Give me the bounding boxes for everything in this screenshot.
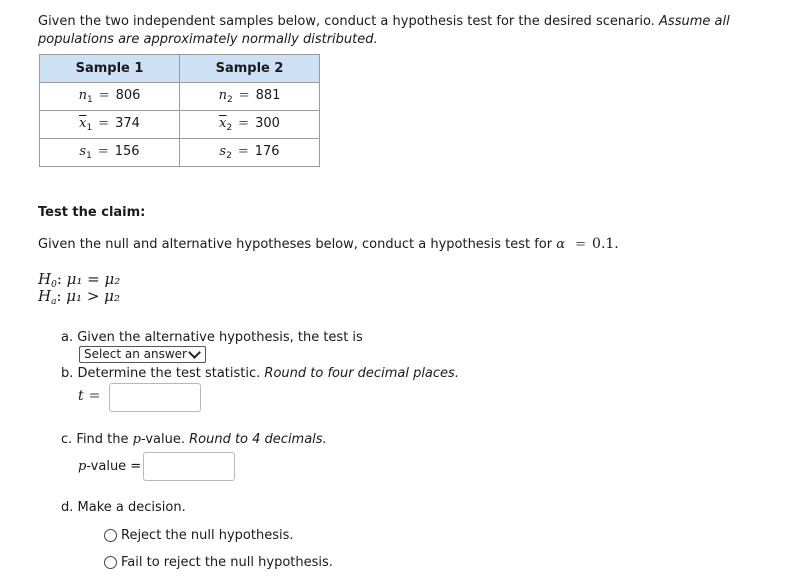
fail-to-reject-option[interactable] [104, 555, 333, 570]
part-c-question: c. Find the p-value. Round to 4 decimals. [61, 432, 327, 447]
samples-table [39, 54, 320, 167]
null-hypothesis: $H_0$: μ₁ = μ₂ [38, 270, 121, 290]
radio-fail-to-reject[interactable] [104, 556, 117, 569]
alpha-symbol: α [556, 237, 565, 252]
chevron-down-icon [188, 346, 201, 359]
cell-x1: $\overline{x}_1 = 374$ [40, 111, 180, 139]
intro-italic: Assume all populations are approximately normally distributed. [38, 14, 730, 47]
header-sample-1: Sample 1 [40, 55, 180, 83]
intro-text [38, 13, 778, 49]
intro-main: Given the two independent samples below, conduct a hypothesis test for the desired scenario. [38, 14, 655, 29]
test-type-select[interactable] [79, 346, 206, 363]
cell-s2: $s_2 = 176$ [180, 139, 320, 167]
cell-x2: $\overline{x}_2 = 300$ [180, 111, 320, 139]
p-value-input[interactable] [143, 452, 235, 481]
radio-reject[interactable] [104, 529, 117, 542]
cell-n1: $n_1 = 806$ [40, 83, 180, 111]
table-row [40, 139, 320, 167]
reject-option[interactable] [104, 528, 294, 543]
t-label: t = [78, 388, 101, 404]
cell-n2: $n_2 = 881$ [180, 83, 320, 111]
fail-to-reject-label: Fail to reject the null hypothesis. [121, 555, 333, 570]
alternative-hypothesis: $H_a$: μ₁ > μ₂ [38, 287, 120, 307]
part-d-question: d. Make a decision. [61, 500, 186, 515]
test-statistic-input[interactable] [109, 383, 201, 412]
hypothesis-instruction: Given the null and alternative hypotheses below, conduct a hypothesis test for α = 0.1. [38, 236, 619, 252]
claim-heading: Test the claim: [38, 205, 146, 220]
part-a-question: a. Given the alternative hypothesis, the test is [61, 330, 363, 345]
reject-label: Reject the null hypothesis. [121, 528, 294, 543]
p-value-label: p-value = [78, 459, 142, 474]
alpha-value: 0.1. [592, 236, 619, 252]
table-row [40, 83, 320, 111]
cell-s1: $s_1 = 156$ [40, 139, 180, 167]
table-row [40, 111, 320, 139]
header-sample-2: Sample 2 [180, 55, 320, 83]
select-value: Select an answer [84, 347, 187, 361]
part-b-question: b. Determine the test statistic. Round to four decimal places. [61, 366, 459, 381]
